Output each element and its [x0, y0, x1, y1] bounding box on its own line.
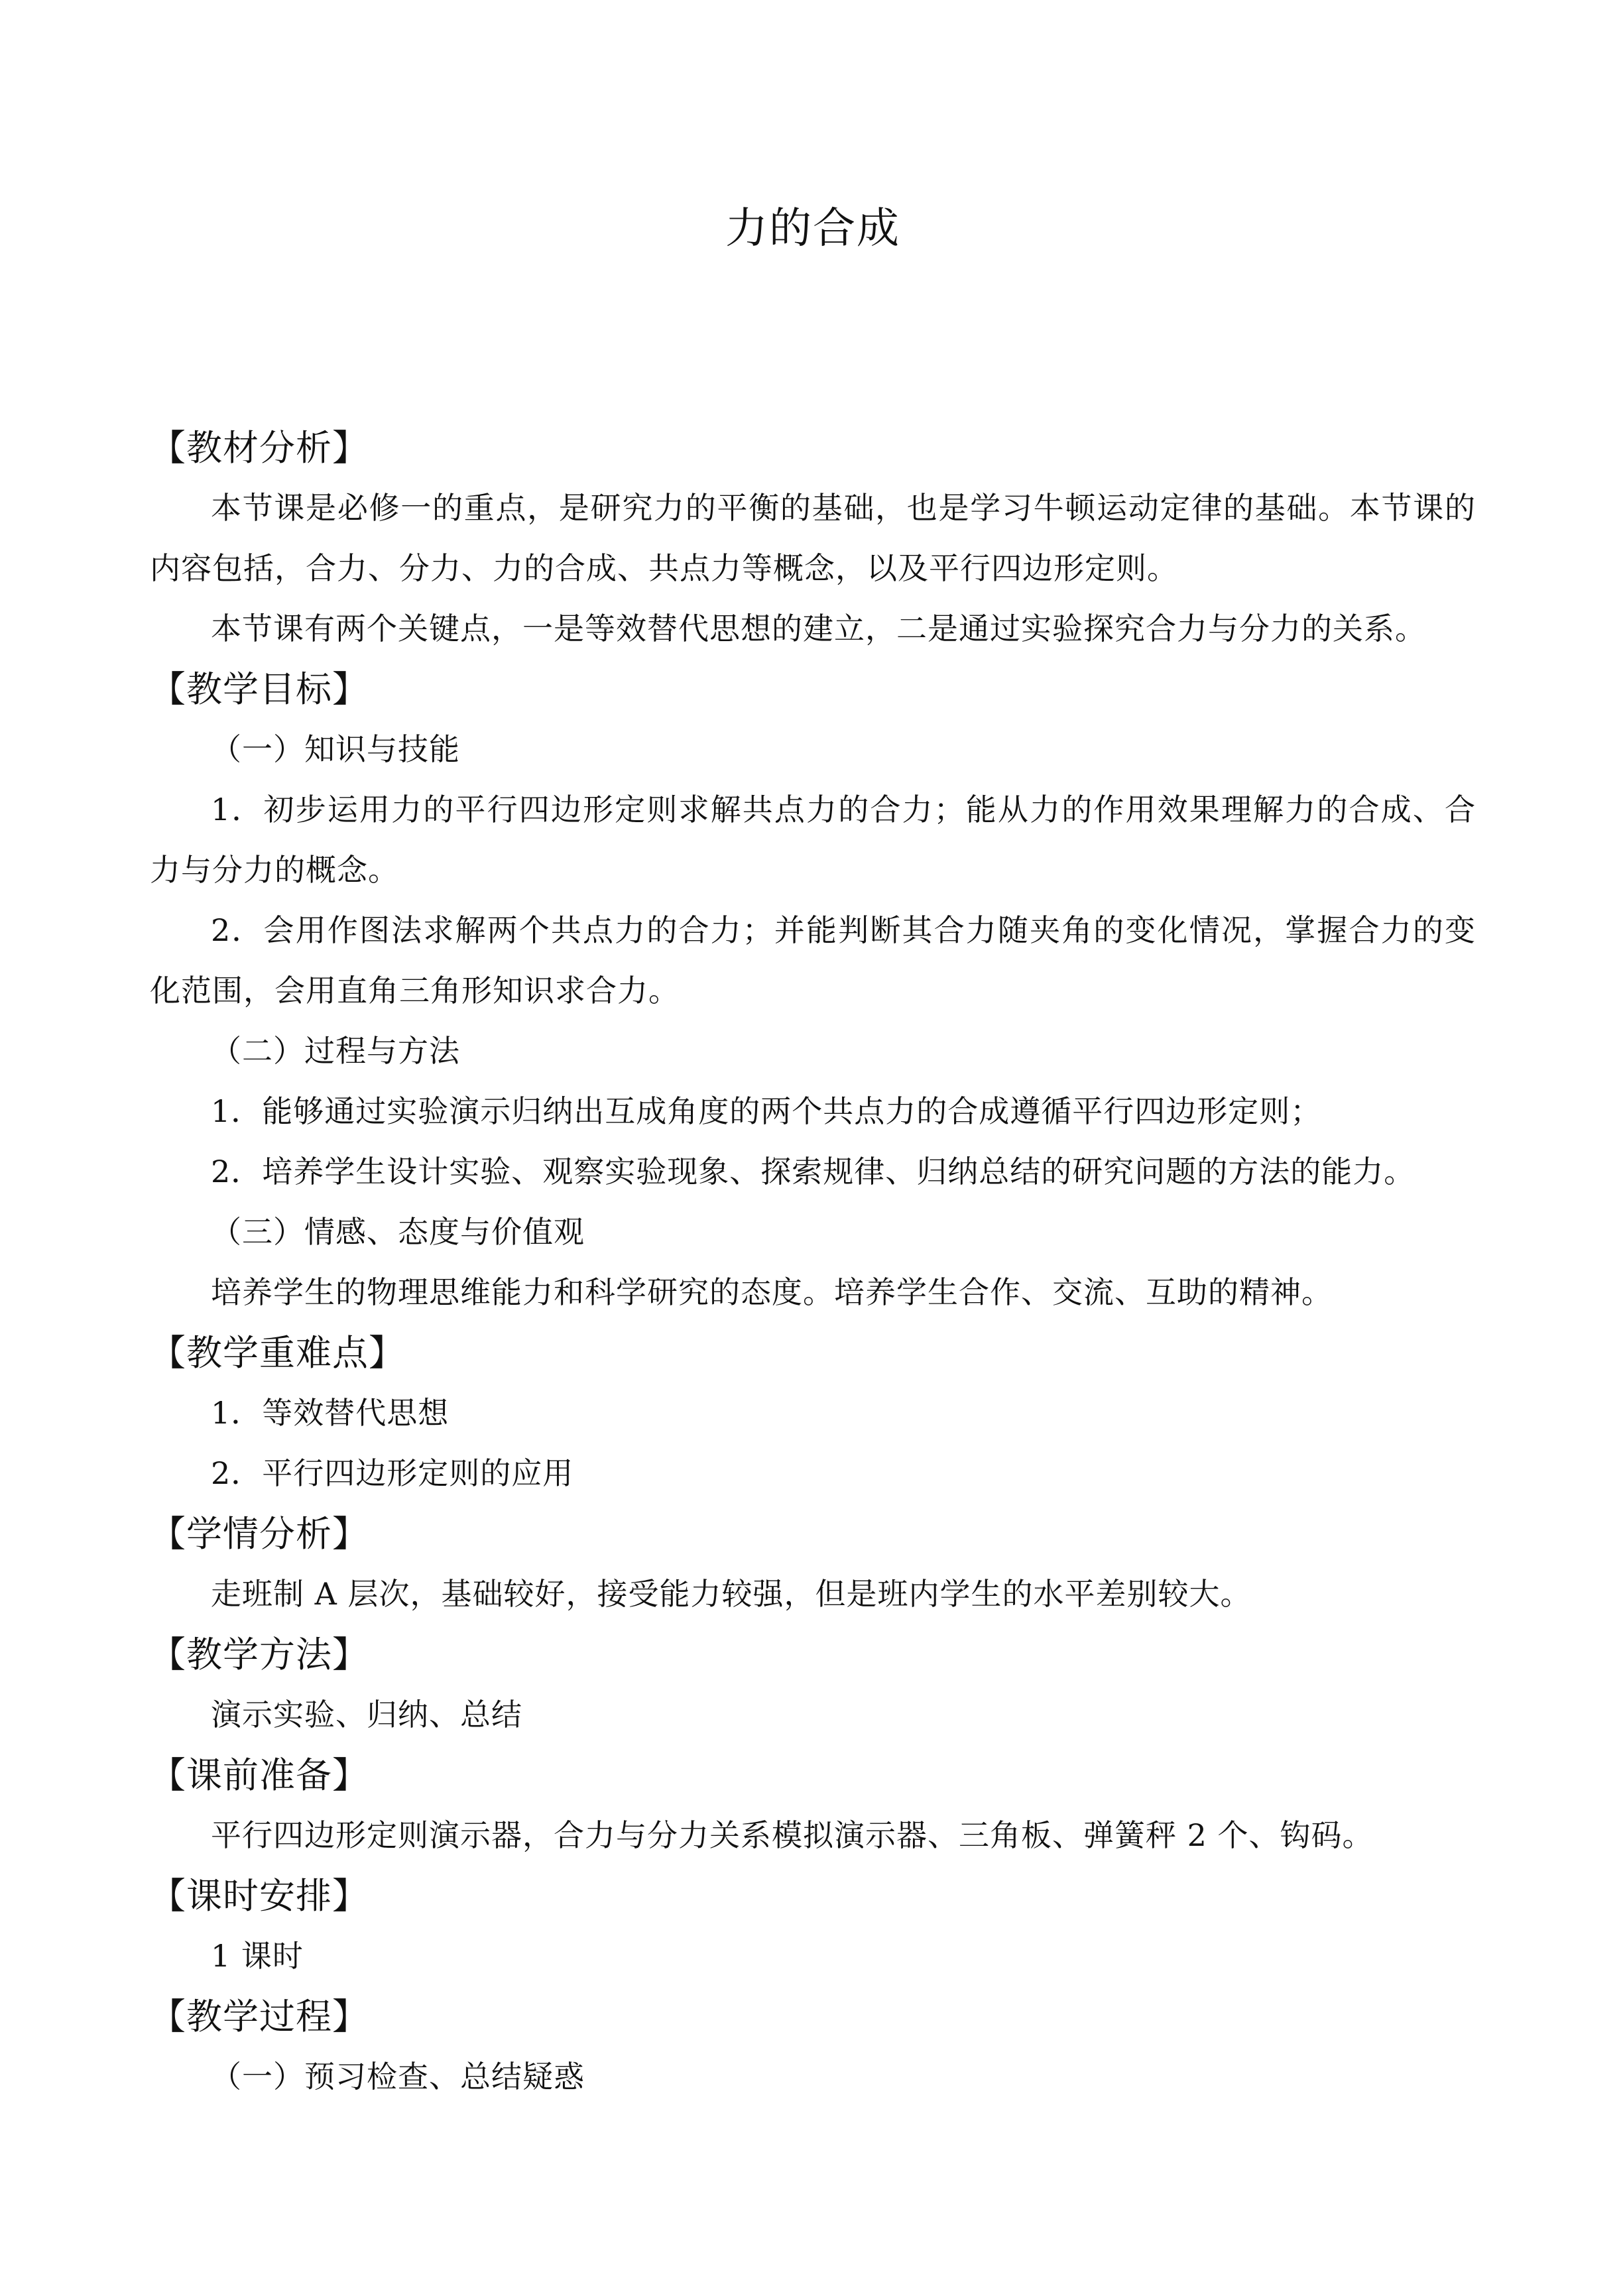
goals-knowledge-item-1: 1．初步运用力的平行四边形定则求解共点力的合力；能从力的作用效果理解力的合成、合力与分力的概念。	[150, 792, 1476, 888]
key-point-item-1: 1．等效替代思想	[211, 1395, 450, 1431]
document-body	[150, 199, 1476, 2107]
materials-analysis-paragraph-2: 本节课有两个关键点，一是等效替代思想的建立，二是通过实验探究合力与分力的关系。	[211, 611, 1426, 646]
student-analysis-text: 走班制 A 层次，基础较好，接受能力较强，但是班内学生的水平差别较大。	[211, 1576, 1252, 1612]
heading-key-difficult-points: 【教学重难点】	[150, 1332, 405, 1374]
goals-knowledge-item-2: 2．会用作图法求解两个共点力的合力；并能判断其合力随夹角的变化情况，掌握合力的变化范围，会用直角三角形知识求合力。	[150, 912, 1476, 1008]
goals-attitude-text: 培养学生的物理思维能力和科学研究的态度。培养学生合作、交流、互助的精神。	[211, 1274, 1333, 1310]
goals-process-item-1: 1．能够通过实验演示归纳出互成角度的两个共点力的合成遵循平行四边形定则；	[211, 1093, 1322, 1129]
goals-process-item-2: 2．培养学生设计实验、观察实验现象、探索规律、归纳总结的研究问题的方法的能力。	[211, 1154, 1415, 1189]
heading-preparation: 【课前准备】	[150, 1754, 369, 1796]
heading-teaching-goals: 【教学目标】	[150, 668, 369, 710]
goals-subheading-knowledge-skills: （一）知识与技能	[211, 731, 460, 767]
materials-analysis-paragraph-1: 本节课是必修一的重点，是研究力的平衡的基础，也是学习牛顿运动定律的基础。本节课的内容包括，合力、分力、力的合成、共点力等概念，以及平行四边形定则。	[150, 490, 1476, 586]
heading-teaching-process: 【教学过程】	[150, 1996, 369, 2037]
heading-schedule: 【课时安排】	[150, 1875, 369, 1917]
goals-subheading-attitude-values: （三）情感、态度与价值观	[211, 1214, 585, 1250]
process-subheading-preview: （一）预习检查、总结疑惑	[211, 2059, 585, 2094]
key-point-item-2: 2．平行四边形定则的应用	[211, 1455, 574, 1491]
goals-subheading-process-method: （二）过程与方法	[211, 1033, 460, 1069]
heading-student-analysis: 【学情分析】	[150, 1513, 369, 1555]
heading-teaching-methods: 【教学方法】	[150, 1634, 369, 1675]
heading-materials-analysis: 【教材分析】	[150, 427, 369, 469]
preparation-text: 平行四边形定则演示器，合力与分力关系模拟演示器、三角板、弹簧秤 2 个、钩码。	[211, 1817, 1374, 1853]
schedule-text: 1 课时	[211, 1938, 304, 1974]
page-title: 力的合成	[725, 204, 900, 253]
teaching-methods-text: 演示实验、归纳、总结	[211, 1697, 522, 1732]
